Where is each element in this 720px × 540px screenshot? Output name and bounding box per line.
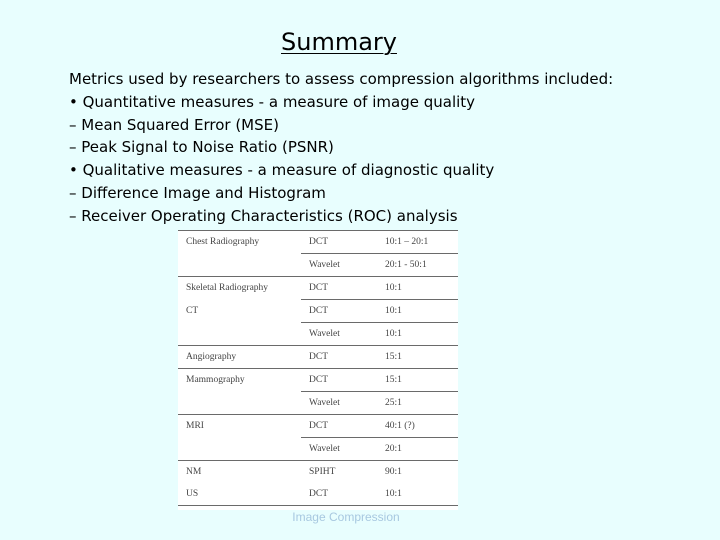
table-cell-method: DCT <box>301 483 377 506</box>
table-row <box>178 483 458 506</box>
table-cell-ratio: 20:1 <box>377 438 458 461</box>
table-cell-method: SPIHT <box>301 461 377 484</box>
table-cell-modality: NM <box>178 461 301 484</box>
table-cell-method: DCT <box>301 300 377 323</box>
table-cell-ratio: 90:1 <box>377 461 458 484</box>
table-cell-modality <box>178 323 301 346</box>
table-cell-method: Wavelet <box>301 438 377 461</box>
table-cell-modality: CT <box>186 306 199 316</box>
intro-line: Metrics used by researchers to assess compression algorithms included: <box>69 70 614 88</box>
table-cell-ratio: 40:1 (?) <box>377 415 458 438</box>
table-row <box>178 254 458 277</box>
table-cell-ratio: 10:1 <box>377 323 458 346</box>
bullet-quantitative: • Quantitative measures - a measure of image quality <box>69 92 476 111</box>
bullet-list <box>69 68 709 228</box>
compression-table-image <box>178 230 458 510</box>
table-row <box>178 277 458 300</box>
table-row <box>178 461 458 484</box>
table-cell-method: DCT <box>301 346 377 369</box>
sub-bullet-mse: – Mean Squared Error (MSE) <box>69 115 279 134</box>
table-cell-modality <box>178 392 301 415</box>
table-cell-ratio: 10:1 <box>377 300 458 323</box>
table-cell-method: Wavelet <box>301 392 377 415</box>
table-row <box>178 323 458 346</box>
table-row <box>178 300 458 323</box>
table-cell-method: DCT <box>301 415 377 438</box>
table-cell-modality: Mammography <box>178 369 301 392</box>
sub-bullet-roc: – Receiver Operating Characteristics (ROC) analysis <box>69 206 458 225</box>
table-cell-ratio: 25:1 <box>377 392 458 415</box>
table-row <box>178 415 458 438</box>
table-cell-ratio: 15:1 <box>377 369 458 392</box>
table-cell-method: DCT <box>301 231 377 254</box>
table-cell-method: DCT <box>301 369 377 392</box>
table-row <box>178 231 458 254</box>
table-cell-modality: Chest Radiography <box>178 231 301 254</box>
table-cell-modality: US <box>178 483 301 506</box>
table-cell-method: Wavelet <box>301 254 377 277</box>
table-cell-modality <box>178 254 301 277</box>
table-cell-ratio: 10:1 <box>377 277 458 300</box>
table-cell-ratio: 10:1 – 20:1 <box>377 231 458 254</box>
table-cell-ratio: 15:1 <box>377 346 458 369</box>
compression-table <box>178 230 458 506</box>
slide-title: Summary <box>281 28 397 56</box>
table-cell-modality <box>178 438 301 461</box>
table-cell-method: DCT <box>301 277 377 300</box>
table-row <box>178 346 458 369</box>
table-row <box>178 392 458 415</box>
sub-bullet-difference: – Difference Image and Histogram <box>69 183 326 202</box>
table-cell-method: Wavelet <box>301 323 377 346</box>
table-cell-ratio: 20:1 - 50:1 <box>377 254 458 277</box>
bullet-qualitative: • Qualitative measures - a measure of diagnostic quality <box>69 161 495 180</box>
table-cell-modality: Skeletal Radiography <box>178 277 301 300</box>
sub-bullet-psnr: – Peak Signal to Noise Ratio (PSNR) <box>69 138 334 157</box>
table-row <box>178 369 458 392</box>
image-caption: Image Compression <box>292 510 400 524</box>
table-row <box>178 438 458 461</box>
table-cell-ratio: 10:1 <box>377 483 458 506</box>
table-cell-modality: Angiography <box>178 346 301 369</box>
table-cell-modality: MRI <box>178 415 301 438</box>
